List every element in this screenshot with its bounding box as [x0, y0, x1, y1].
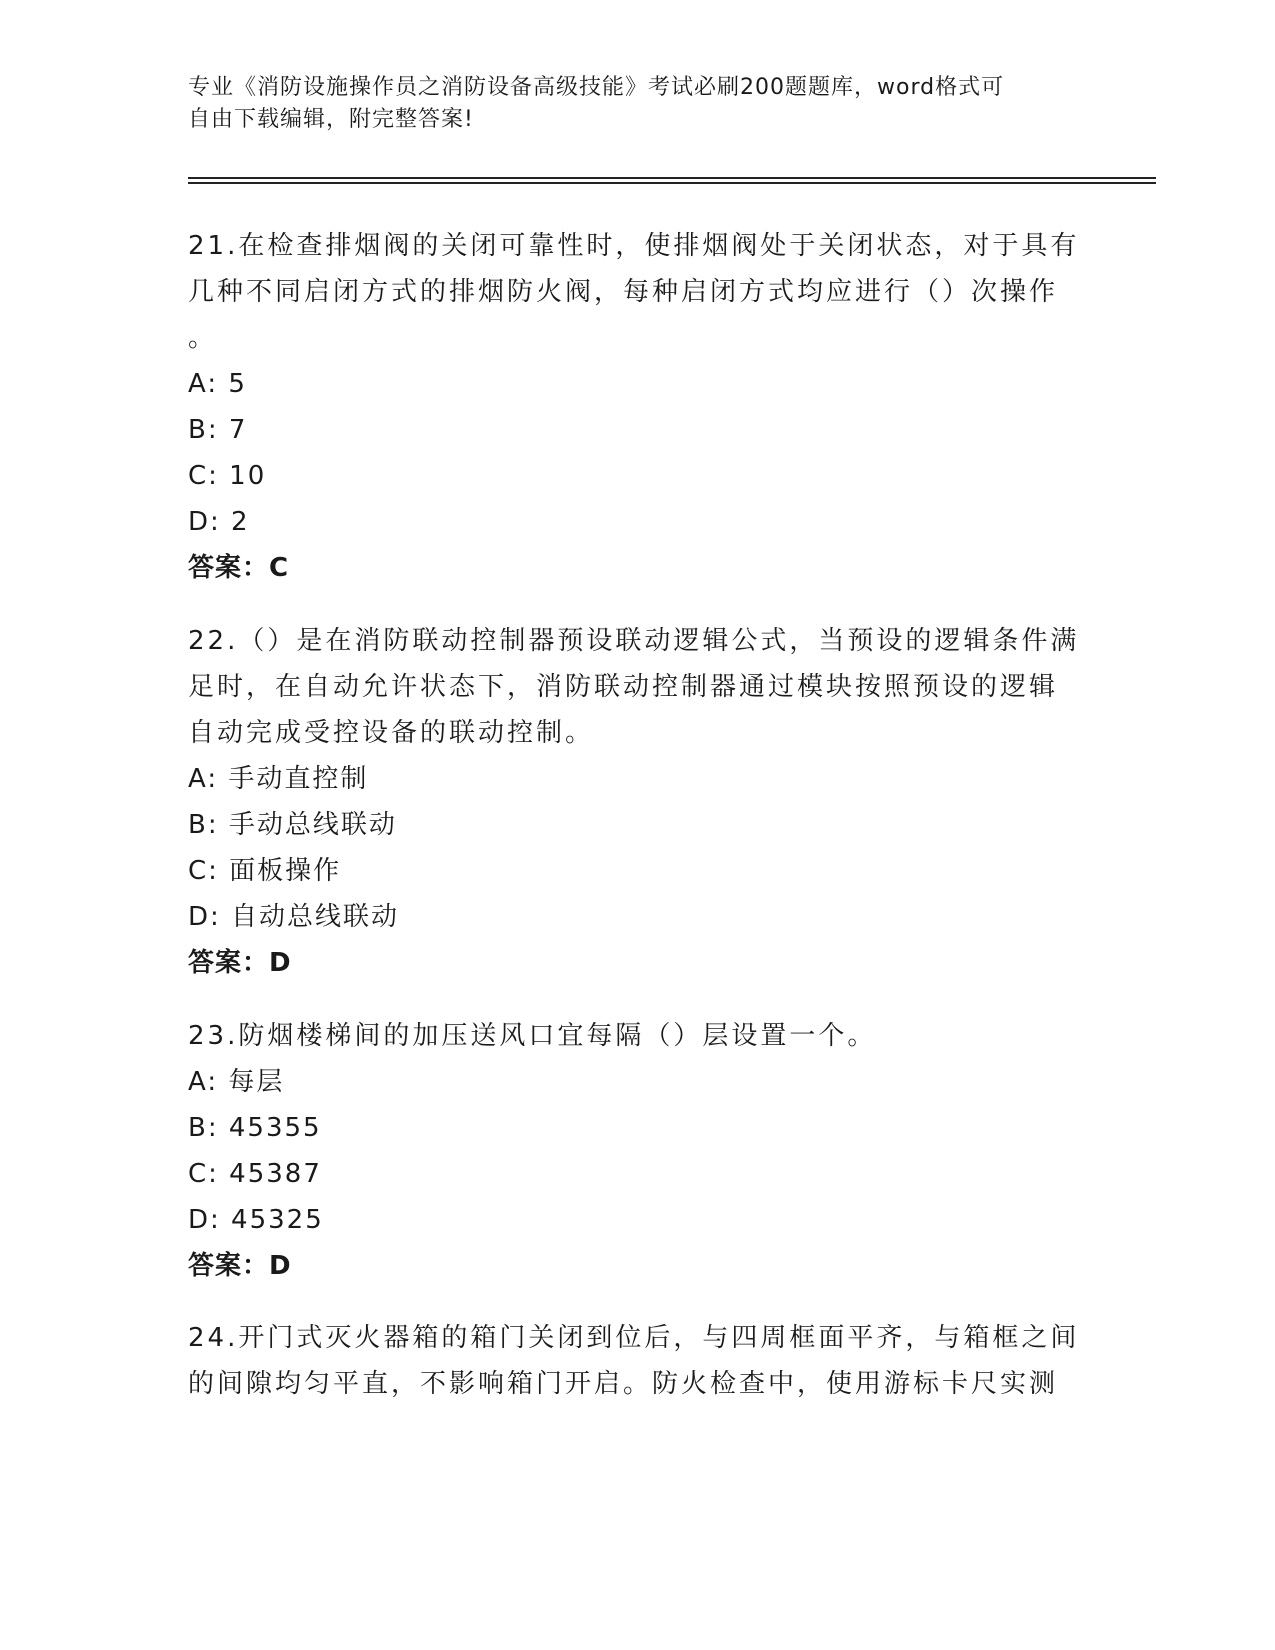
stem-line: 23.防烟楼梯间的加压送风口宜每隔（）层设置一个。	[188, 1021, 877, 1051]
header-line-2: 自由下载编辑，附完整答案!	[188, 107, 474, 132]
stem-line: 21.在检查排烟阀的关闭可靠性时，使排烟阀处于关闭状态，对于具有	[188, 231, 1080, 261]
option-b: B: 45355	[188, 1113, 322, 1143]
option-d: D: 2	[188, 507, 250, 537]
option-d: D: 自动总线联动	[188, 902, 400, 932]
header-line-1: 专业《消防设施操作员之消防设备高级技能》考试必刷200题题库，word格式可	[188, 75, 1005, 100]
question-22	[188, 618, 1088, 986]
option-a: A: 每层	[188, 1067, 285, 1097]
stem-line: 。	[188, 323, 218, 353]
document-header	[188, 72, 1088, 136]
question-stem	[188, 223, 1088, 361]
option-a: A: 5	[188, 369, 247, 399]
option-b: B: 7	[188, 415, 248, 445]
question-stem	[188, 1315, 1088, 1407]
question-stem	[188, 618, 1088, 756]
option-c: C: 10	[188, 461, 267, 491]
question-stem	[188, 1013, 1088, 1059]
option-c: C: 面板操作	[188, 856, 342, 886]
stem-line: 24.开门式灭火器箱的箱门关闭到位后，与四周框面平齐，与箱框之间	[188, 1323, 1080, 1353]
option-d: D: 45325	[188, 1205, 324, 1235]
header-divider-top	[188, 177, 1156, 179]
stem-line: 几种不同启闭方式的排烟防火阀，每种启闭方式均应进行（）次操作	[188, 277, 1059, 307]
stem-line: 自动完成受控设备的联动控制。	[188, 718, 595, 748]
question-21	[188, 223, 1088, 591]
stem-line: 的间隙均匀平直，不影响箱门开启。防火检查中，使用游标卡尺实测	[188, 1369, 1059, 1399]
header-divider-bottom	[188, 182, 1156, 184]
option-c: C: 45387	[188, 1159, 322, 1189]
stem-line: 22.（）是在消防联动控制器预设联动逻辑公式，当预设的逻辑条件满	[188, 626, 1080, 656]
answer: 答案：C	[188, 553, 290, 583]
question-24	[188, 1315, 1088, 1407]
question-23	[188, 1013, 1088, 1289]
option-b: B: 手动总线联动	[188, 810, 397, 840]
stem-line: 足时，在自动允许状态下，消防联动控制器通过模块按照预设的逻辑	[188, 672, 1059, 702]
option-a: A: 手动直控制	[188, 764, 369, 794]
answer: 答案：D	[188, 1251, 292, 1281]
answer: 答案：D	[188, 948, 292, 978]
